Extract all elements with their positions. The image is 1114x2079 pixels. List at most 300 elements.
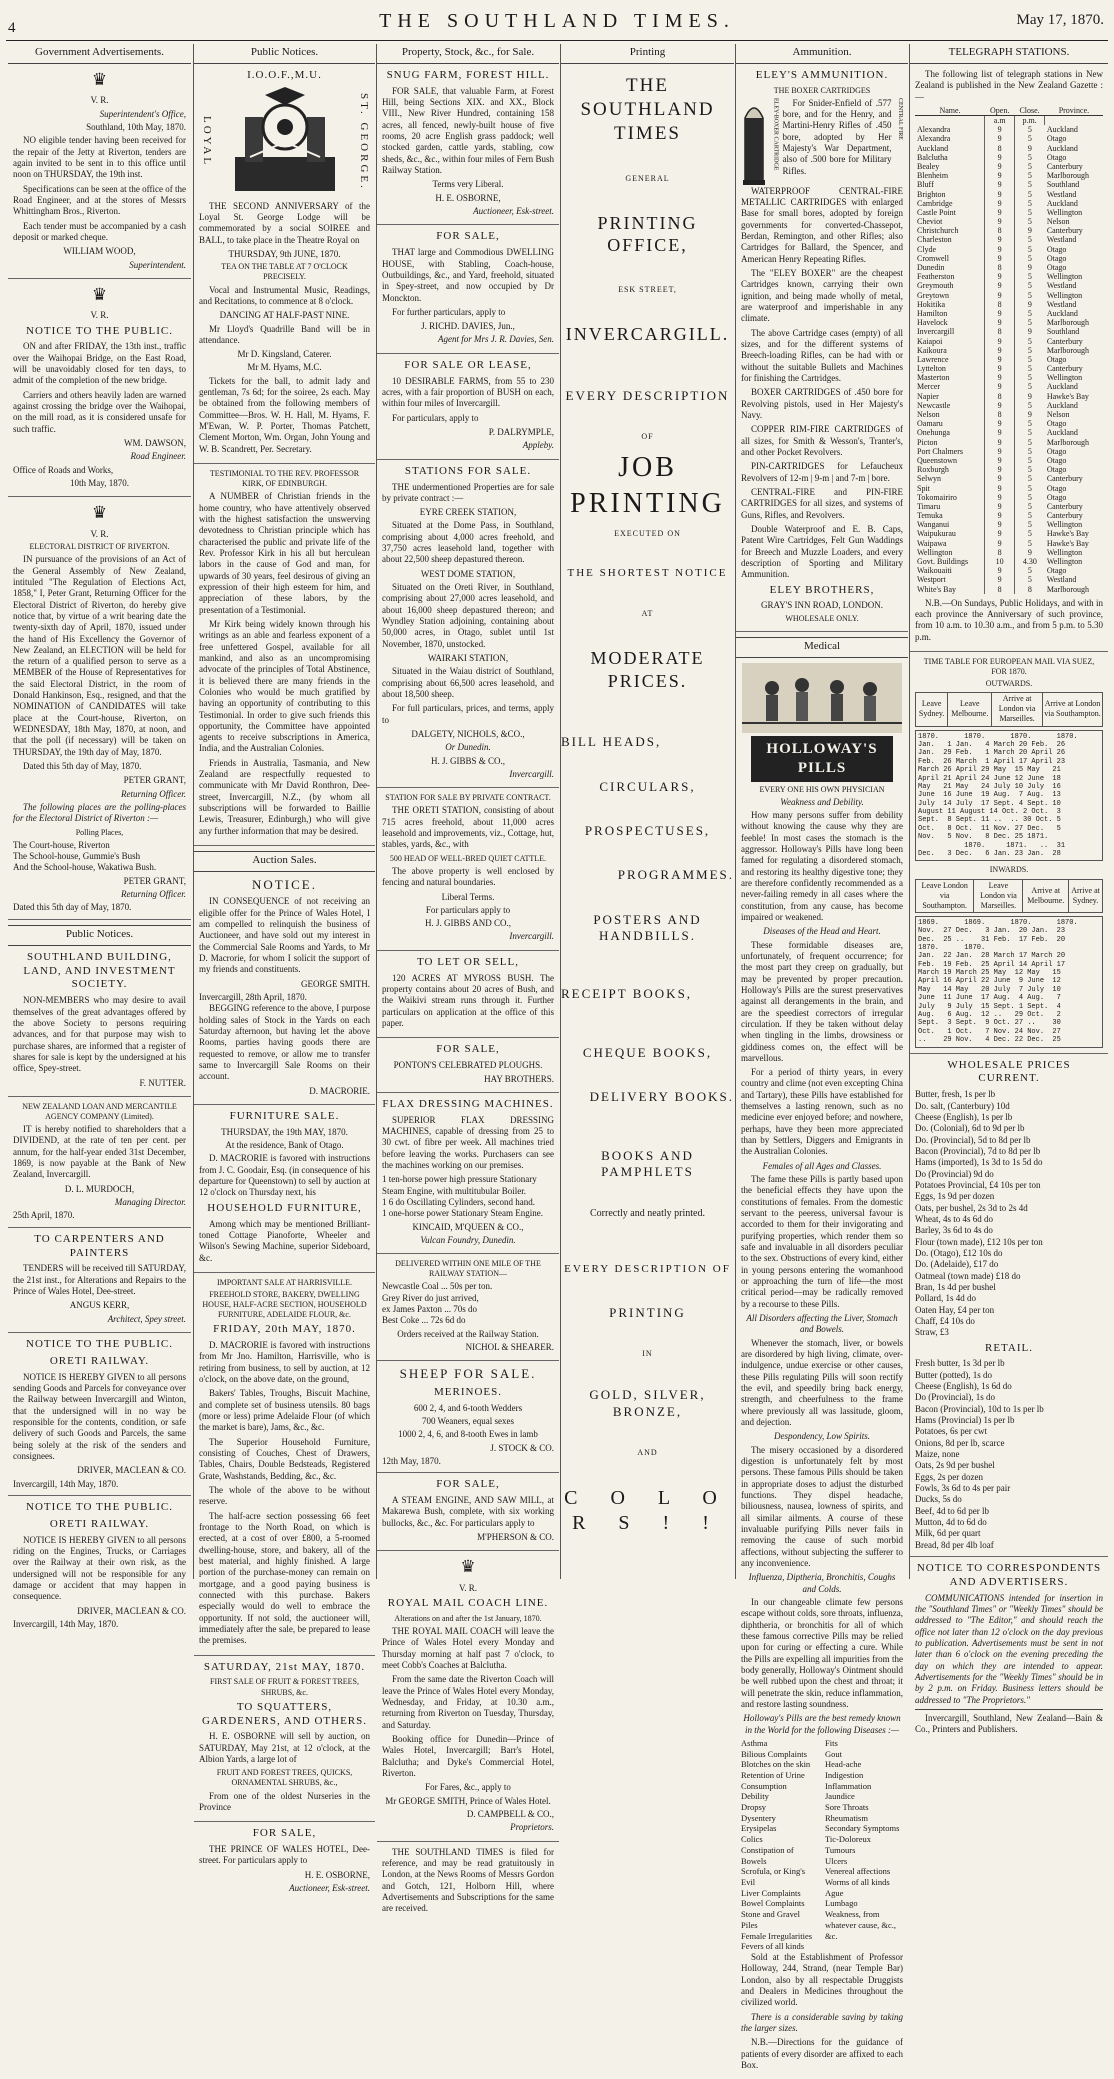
table-cell: 8 bbox=[985, 392, 1014, 401]
flax-machines-ad bbox=[377, 1098, 559, 1254]
ad-text: Proprietors. bbox=[510, 1822, 554, 1833]
imprint: Invercargill, Southland, New Zealand—Bain & Co., Printers and Publishers. bbox=[915, 1709, 1103, 1736]
table-row bbox=[915, 327, 1103, 336]
table-cell: Cheviot bbox=[915, 217, 985, 226]
table-cell: Westland bbox=[1046, 281, 1077, 291]
table-cell: Otago bbox=[1046, 455, 1067, 465]
table-cell: 8 bbox=[985, 585, 1014, 594]
table-cell: Westland bbox=[1046, 235, 1077, 245]
ad-heading: STATIONS FOR SALE. bbox=[404, 464, 532, 477]
list-item: Beef, 4d to 6d per lb bbox=[915, 1505, 989, 1516]
list-item: Do. (Colonial), 6d to 9d per lb bbox=[915, 1123, 1025, 1134]
column-header: Arrive at London via Southampton. bbox=[1042, 693, 1102, 726]
list-item: Stone and Gravel bbox=[741, 1909, 801, 1920]
ad-body: In our changeable climate few persons escape without colds, sore throats, influenza, diphtheria, or bronchitis for all of which these famous corrective Pills may be relied upon for curing or effecting a cure. While the Pills are expelling all impurities from the body generally, Holloway's Ointment should be well rubbed upon the chest and throat; it will penetrate the skin, reduce inflammation, and restore lasting soundness. bbox=[741, 1596, 903, 1709]
table-row bbox=[915, 291, 1103, 300]
column-public-notices bbox=[193, 44, 375, 1893]
list-item: 700 Weaners, equal sexes bbox=[421, 1415, 515, 1426]
list-item: Erysipelas bbox=[741, 1823, 777, 1834]
ad-signature: PETER GRANT, bbox=[123, 775, 186, 786]
list-item: Colics bbox=[741, 1834, 763, 1845]
table-cell: 5 bbox=[1014, 575, 1044, 584]
holloway-pills-ad bbox=[736, 663, 908, 2079]
table-row bbox=[915, 199, 1103, 208]
table-cell: Westland bbox=[1046, 575, 1077, 585]
table-cell: Canterbury bbox=[1046, 226, 1083, 236]
table-row bbox=[915, 245, 1103, 254]
table-cell: Otago bbox=[1046, 263, 1067, 273]
ad-body: FOR SALE, that valuable Farm, at Forest Hill, being Sections XIX. and XX., Block VIII., New River Hundred, containing 158 acres, all fenced, newly-built house of five rooms, 20 acre English grass paddock; well stocked garden, cattle yards, stabling, cow sheds, &c., &c., within four miles of Fern Bush Railway Station. bbox=[382, 85, 554, 176]
table-cell: 9 bbox=[985, 566, 1014, 575]
table-cell: 9 bbox=[985, 309, 1014, 318]
table-cell: Otago bbox=[1046, 465, 1067, 475]
ad-body: THE ORETI STATION, consisting of about 715 acres freehold, about 11,000 acres leasehold and improvements, viz., Cottage, hut, stables, yards, &c., with bbox=[382, 805, 554, 850]
table-row bbox=[915, 557, 1103, 566]
ad-body: Specifications can be seen at the office of the Road Engineer, and at the stores of Messrs Whittingham Bros., Riverton. bbox=[13, 183, 186, 217]
table-cell: 5 bbox=[1014, 373, 1044, 382]
table-cell: Westland bbox=[1046, 189, 1077, 199]
ad-body: The above Cartridge cases (empty) of all sizes, and for the different systems of Breech-loading Rifles, can be had with or without the suitable Bullets and Machines for finishing the Cartridges. bbox=[741, 327, 903, 384]
ad-heading: SNUG FARM, FOREST HILL. bbox=[386, 68, 550, 81]
ad-text: FRIDAY, 20th MAY, 1870. bbox=[213, 1323, 356, 1336]
section-heading: Ammunition. bbox=[736, 44, 908, 64]
table-cell: Selwyn bbox=[915, 474, 985, 483]
retail-list bbox=[915, 1358, 1103, 1551]
ad-subheading: INWARDS. bbox=[989, 865, 1029, 875]
list-item: Sore Throats bbox=[825, 1802, 869, 1813]
ad-subheading: Diseases of the Head and Heart. bbox=[763, 926, 881, 937]
table-cell: 5 bbox=[1014, 254, 1044, 263]
ad-body: The following list of telegraph stations in New Zealand is published in the New Zealand Gazette :— bbox=[915, 68, 1103, 102]
cartridge-label: CENTRAL FIRE bbox=[897, 97, 903, 140]
printing-text: GOLD, SILVER, BRONZE, bbox=[589, 1387, 706, 1419]
printing-text: PRINTING bbox=[609, 1304, 686, 1320]
masthead bbox=[0, 0, 1114, 42]
table-cell: Canterbury bbox=[1046, 161, 1083, 171]
carpenters-ad bbox=[8, 1233, 191, 1333]
ad-body: IT is hereby notified to shareholders that a DIVIDEND, at the rate of ten per cent. per annum, for the half-year ended 31st December, 1869, is now payable at the Bank of New Zealand, Invercargill. bbox=[13, 1124, 186, 1180]
riverton-election-ad bbox=[8, 502, 191, 919]
list-item: Bacon (Provincial), 7d to 8d per lb bbox=[915, 1145, 1041, 1156]
table-row bbox=[915, 254, 1103, 263]
eley-ammunition-ad bbox=[736, 69, 908, 632]
ad-signature: J. STOCK & CO. bbox=[490, 1442, 554, 1453]
table-cell: 9 bbox=[985, 493, 1014, 502]
table-cell: 9 bbox=[985, 208, 1014, 217]
ad-heading: SHEEP FOR SALE. bbox=[399, 1366, 537, 1382]
list-item: Fits bbox=[825, 1737, 838, 1748]
station-name: EYRE CREEK STATION, bbox=[419, 507, 517, 518]
ad-text: TEA ON THE TABLE AT 7 O'CLOCK PRECISELY. bbox=[221, 262, 348, 282]
ad-signature: H. J. GIBBS AND CO., bbox=[424, 918, 511, 929]
table-cell: 5 bbox=[1014, 134, 1044, 143]
lodge-side-text: LOYAL bbox=[200, 116, 213, 168]
telegraph-table bbox=[915, 106, 1103, 594]
list-item: Maize, none bbox=[915, 1449, 960, 1460]
table-cell: 8 bbox=[985, 410, 1014, 419]
table-row bbox=[915, 300, 1103, 309]
hotel-for-sale-ad bbox=[194, 1827, 375, 1901]
ad-text: Dated this 5th day of May, 1870. bbox=[13, 902, 132, 913]
column-header: Arrive at Melbourne. bbox=[1023, 879, 1069, 912]
list-item: Consumption bbox=[741, 1780, 787, 1791]
table-cell: 9 bbox=[985, 171, 1014, 180]
station-name: WAIRAKI STATION, bbox=[427, 653, 509, 664]
printing-text: AND bbox=[637, 1447, 658, 1457]
ad-subheading: Influenza, Diptheria, Bronchitis, Coughs and Colds. bbox=[748, 1572, 896, 1594]
printing-item: PROGRAMMES. bbox=[617, 867, 734, 883]
printing-item: DELIVERY BOOKS. bbox=[589, 1089, 734, 1105]
table-cell: Otago bbox=[1046, 483, 1067, 493]
table-cell: Nelson bbox=[1046, 410, 1070, 420]
ad-text: Mr M. Hyams, M.C. bbox=[247, 362, 322, 373]
loan-agency-ad bbox=[8, 1102, 191, 1228]
ad-body: SUPERIOR FLAX DRESSING MACHINES, capable of dressing from 25 to 30 cwt. of fibre per week. All machines tried before leaving the works. Purchasers can see the machines working on our premises. bbox=[382, 1114, 554, 1170]
table-cell: 9 bbox=[985, 355, 1014, 364]
table-cell: 5 bbox=[1014, 208, 1044, 217]
ad-signature: DRIVER, MACLEAN & CO. bbox=[77, 1605, 186, 1616]
oreti-railway-goods-ad bbox=[8, 1338, 191, 1496]
table-row bbox=[915, 364, 1103, 373]
column-property bbox=[376, 44, 559, 1914]
ad-subheading: RETAIL. bbox=[985, 1341, 1033, 1354]
saw-mill-ad bbox=[377, 1478, 559, 1551]
ad-subheading: Females of all Ages and Classes. bbox=[762, 1160, 882, 1171]
table-cell: 5 bbox=[1014, 309, 1044, 318]
table-cell: Westport bbox=[915, 575, 985, 584]
table-cell: Mercer bbox=[915, 382, 985, 391]
ad-signature: P. DALRYMPLE, bbox=[488, 426, 554, 437]
waihopai-bridge-ad bbox=[8, 284, 191, 498]
ad-heading: WHOLESALE PRICES CURRENT. bbox=[947, 1058, 1071, 1085]
table-row bbox=[915, 272, 1103, 281]
table-cell: Hawke's Bay bbox=[1046, 529, 1089, 539]
disease-list bbox=[741, 1738, 903, 1952]
table-cell: 9 bbox=[985, 401, 1014, 410]
printing-office: PRINTING OFFICE, bbox=[597, 212, 698, 256]
table-cell: Auckland bbox=[915, 144, 985, 153]
column-header: Arrive at London via Marseilles. bbox=[992, 693, 1043, 726]
oreti-station-ad bbox=[377, 793, 559, 950]
column-header: Arrive at Sydney. bbox=[1069, 879, 1103, 912]
list-item: 600 2, 4, and 6-tooth Wedders bbox=[413, 1402, 523, 1413]
mail-coach-ad bbox=[377, 1556, 559, 1841]
ad-body: From the same date the Riverton Coach will leave the Prince of Wales Hotel every Monday, Wednesday, and Friday, at 10.30 a.m., returning from Riverton on Tuesday, Thursday, and Saturday. bbox=[382, 1674, 554, 1730]
polling-place: And the School-house, Wakatiwa Bush. bbox=[13, 862, 157, 873]
table-cell: 9 bbox=[985, 520, 1014, 529]
ad-text: Or Dunedin. bbox=[445, 742, 491, 753]
list-item: Butter, fresh, 1s per lb bbox=[915, 1089, 996, 1100]
table-cell: 9 bbox=[985, 511, 1014, 520]
table-cell: 9 bbox=[1014, 263, 1044, 272]
ad-body: The fame these Pills is partly based upon the beneficial effects they have upon the constitutions of females. From the domestic servant to the peeress, universal favour is accorded to them for their invigorating and purifying properties, which render them so safe and invaluable in all disorders peculiar to the sex. Obstructions of every kind, either in young persons entering the womanhood or approaching the turn of life—the most critical period—may be radically removed by a recourse to these Pills. bbox=[741, 1174, 903, 1309]
table-cell: 8 bbox=[985, 226, 1014, 235]
crown-crest-icon: ♛ bbox=[91, 284, 108, 304]
table-cell: Hokitika bbox=[915, 300, 985, 309]
ad-body: THAT large and Commodious DWELLING HOUSE, with Stabling, Coach-house, Outbuildings, &c., and Yard, freehold, situated in Spey-street, and now occupied by Dr Monckton. bbox=[382, 247, 554, 303]
ad-text: Road Engineer. bbox=[130, 451, 186, 462]
column-header: Leave Melbourne. bbox=[948, 693, 992, 726]
table-cell: Timaru bbox=[915, 502, 985, 511]
table-cell: 5 bbox=[1014, 447, 1044, 456]
printing-item: CIRCULARS, bbox=[599, 778, 696, 794]
ad-signature: D. L. MURDOCH, bbox=[64, 1183, 135, 1194]
table-cell: 8 bbox=[985, 144, 1014, 153]
ad-text: The following places are the polling-places for the Electoral District of Riverton :— bbox=[13, 802, 186, 824]
ad-body: For full particulars, prices, and terms, apply to bbox=[382, 703, 554, 725]
ad-heading: TO LET OR SELL, bbox=[417, 955, 519, 968]
table-row bbox=[915, 585, 1103, 594]
table-cell: 9 bbox=[985, 337, 1014, 346]
ad-text: Superintendent. bbox=[129, 259, 186, 270]
table-cell: Waipawa bbox=[915, 539, 985, 548]
table-cell: Cambridge bbox=[915, 199, 985, 208]
table-cell: Nelson bbox=[1046, 217, 1070, 227]
ad-text: For Fares, &c., apply to bbox=[425, 1782, 511, 1793]
table-row bbox=[915, 171, 1103, 180]
ad-heading: ELECTORAL DISTRICT OF RIVERTON. bbox=[29, 542, 170, 552]
harrisville-sale-ad bbox=[194, 1278, 375, 1656]
table-cell: 5 bbox=[1014, 217, 1044, 226]
ad-body: For a period of thirty years, in every country and clime (not even excepting China and Tartary), these Pills have established for themselves a lasting renown, such as no medicine ever enjoyed before; and nowhere, perhaps, have they been more appreciated than by Settlers, Diggers and Emigrants in the Australian Colonies. bbox=[741, 1067, 903, 1157]
printing-item: BOOKS AND PAMPHLETS bbox=[601, 1147, 694, 1179]
table-row bbox=[915, 502, 1103, 511]
list-item: Hams (Provincial) 1s per lb bbox=[915, 1415, 1015, 1426]
cartridge-icon bbox=[741, 98, 767, 186]
table-row bbox=[915, 144, 1103, 153]
ad-body: COPPER RIM-FIRE CARTRIDGES of all sizes, for Smith & Wesson's, Tranter's, and other Pocket Revolvers. bbox=[741, 424, 903, 458]
table-cell: Wellington bbox=[1046, 520, 1083, 530]
table-cell: Masterton bbox=[915, 373, 985, 382]
ad-heading: TESTIMONIAL TO THE REV. PROFESSOR KIRK, OF EDINBURGH. bbox=[209, 469, 360, 489]
table-cell: 9 bbox=[985, 419, 1014, 428]
lodge-side-text: ST. GEORGE. bbox=[358, 92, 370, 191]
table-cell: Govt. Buildings bbox=[915, 557, 985, 566]
table-cell: Wellington bbox=[1046, 207, 1083, 217]
table-cell: 9 bbox=[985, 134, 1014, 143]
list-item: Lumbago bbox=[825, 1898, 858, 1909]
ad-signature: ANGUS KERR, bbox=[69, 1300, 130, 1311]
ad-body: PIN-CARTRIDGES for Lefaucheux Revolvers of 12-m | 9-m | and 7-m | bore. bbox=[741, 461, 903, 483]
list-item: Bread, 8d per 4lb loaf bbox=[915, 1539, 994, 1550]
table-cell: Onehunga bbox=[915, 428, 985, 437]
table-cell: Wellington bbox=[1046, 272, 1083, 282]
ad-body: N.B.—Directions for the guidance of patients of every disorder are affixed to each Box. bbox=[741, 2037, 903, 2070]
printing-text: Correctly and neatly printed. bbox=[590, 1208, 705, 1220]
cartridge-block bbox=[741, 98, 903, 186]
lodge-emblem bbox=[199, 87, 370, 197]
printing-text: GENERAL bbox=[625, 173, 670, 183]
table-cell: 5 bbox=[1014, 520, 1044, 529]
ad-signature: HAY BROTHERS. bbox=[484, 1073, 554, 1084]
list-item: Onions, 8d per lb, scarce bbox=[915, 1437, 1005, 1448]
ad-heading: ROYAL MAIL COACH LINE. bbox=[387, 1597, 549, 1610]
table-row bbox=[915, 190, 1103, 199]
ad-subheading: FIRST SALE OF FRUIT & FOREST TREES, SHRUBS, &c. bbox=[210, 1677, 359, 1697]
table-cell: 5 bbox=[1014, 364, 1044, 373]
ad-body: THE PRINCE OF WALES HOTEL, Dee-street. For particulars apply to bbox=[199, 1844, 370, 1866]
kirk-testimonial-ad bbox=[194, 469, 375, 846]
list-item: Eggs, 1s 9d per dozen bbox=[915, 1191, 995, 1202]
table-cell: 9 bbox=[985, 162, 1014, 171]
table-cell: Nelson bbox=[915, 410, 985, 419]
table-row bbox=[915, 125, 1103, 134]
table-row bbox=[915, 447, 1103, 456]
ad-heading: NOTICE TO CORRESPONDENTS AND ADVERTISERS. bbox=[916, 1561, 1102, 1588]
table-cell: 5 bbox=[1014, 125, 1044, 134]
table-cell: 9 bbox=[985, 281, 1014, 290]
table-cell: 5 bbox=[1014, 566, 1044, 575]
list-item: Fresh butter, 1s 3d per lb bbox=[915, 1358, 1005, 1369]
table-cell: Marlborough bbox=[1046, 318, 1090, 328]
table-cell: 9 bbox=[985, 291, 1014, 300]
cartridge-label: ELEY-BOXER CARTRIDGE bbox=[772, 97, 779, 171]
table-row bbox=[915, 373, 1103, 382]
table-cell: 5 bbox=[1014, 456, 1044, 465]
ad-signature: D. CAMPBELL & CO., bbox=[466, 1809, 554, 1820]
table-cell: Balclutha bbox=[915, 153, 985, 162]
ad-text: Mr D. Kingsland, Caterer. bbox=[237, 349, 332, 360]
table-cell: Wellington bbox=[1046, 373, 1083, 383]
inwards-rows: 1869. 1869. 1870. 1870. Nov. 27 Dec. 3 Jan. 20 Jan. 23 Dec. 25 .. 31 Feb. 17 Feb. 20 1870. 1870. Jan. 22 Jan. 28 March 17 March 20 Feb. 19 Feb. 25 April 14 April 17 March 19 March 25 May 12 May 15 April 16 April 22 June 9 June 12 May 14 May 20 July 7 July 10 June 11 June 17 Aug. 4 Aug. 7 July 9 July 15 Sept. 1 Sept. 4 Aug. 6 Aug. 12 .. 29 Oct. 2 Sept. 3 Sept. 9 Oct. 27 .. 30 Oct. 1 Oct. 7 Nov. 24 Nov. 27 .. 29 Nov. 4 Dec. 22 Dec. 25 bbox=[915, 916, 1103, 1048]
furniture-sale-ad bbox=[194, 1110, 375, 1273]
ad-body: THE SOUTHLAND TIMES is filed for reference, and may be read gratuitously in London, at the News Rooms of Messrs Gordon and Gotch, 121, Holborn Hill, where Advertisements and Subscriptions for the same are received. bbox=[382, 1846, 554, 1914]
list-item: Venereal affections bbox=[825, 1866, 891, 1877]
ad-text: Returning Officer. bbox=[121, 788, 186, 799]
smith-notice-ad bbox=[194, 877, 375, 1105]
table-cell: 5 bbox=[1014, 529, 1044, 538]
ad-subheading: THE BOXER CARTRIDGES bbox=[773, 85, 871, 95]
ad-body: THE undermentioned Properties are for sale by private contract :— bbox=[382, 481, 554, 503]
farms-lease-ad bbox=[377, 359, 559, 460]
table-cell: Havelock bbox=[915, 318, 985, 327]
table-cell: 5 bbox=[1014, 199, 1044, 208]
ad-body: Each tender must be accompanied by a cash deposit or marked cheque. bbox=[13, 220, 186, 242]
table-cell: Canterbury bbox=[1046, 364, 1083, 374]
crest-letters: V. R. bbox=[90, 310, 109, 321]
list-item: Bran, 1s 4d per bushel bbox=[915, 1281, 996, 1292]
ad-heading: IMPORTANT SALE AT HARRISVILLE. bbox=[216, 1277, 353, 1287]
oddfellows-soiree-ad bbox=[194, 69, 375, 464]
list-item: Fevers of all kinds bbox=[741, 1941, 805, 1952]
table-cell: 5 bbox=[1014, 502, 1044, 511]
table-cell: 5 bbox=[1014, 272, 1044, 281]
ad-text: At the residence, Bank of Otago. bbox=[225, 1140, 344, 1151]
table-cell: Greymouth bbox=[915, 281, 985, 290]
list-item: Potatoes, 6s per cwt bbox=[915, 1426, 987, 1437]
ad-body: TENDERS will be received till SATURDAY, the 21st inst., for Alterations and Repairs to the Prince of Wales Hotel, Dee-street. bbox=[13, 1263, 186, 1297]
ploughs-ad bbox=[377, 1043, 559, 1093]
ad-body: For further particulars, apply to bbox=[392, 306, 506, 317]
ad-body: Vocal and Instrumental Music, Readings, and Recitations, to commence at 8 o'clock. bbox=[199, 284, 370, 306]
ad-text: Auctioneer, Esk-street. bbox=[289, 1883, 370, 1893]
list-item: Constipation of Bowels bbox=[741, 1844, 794, 1866]
table-cell: Otago bbox=[1046, 419, 1067, 429]
table-row bbox=[915, 575, 1103, 584]
list-item: Secondary Symptoms bbox=[825, 1823, 900, 1834]
ad-body: Whenever the stomach, liver, or bowels are disordered by high living, climate, over-indulgence, undue exercise or other causes, these Pills regulating Pills will soon rectify the evil, and speedily bring back energy, strength, and cheerfulness to the frame where previously all was lassitude, gloom, and dejection. bbox=[741, 1337, 903, 1427]
table-cell: 8 bbox=[985, 548, 1014, 557]
list-item: Oats, per bushel, 2s 3d to 2s 4d bbox=[915, 1202, 1028, 1213]
printing-text: ESK STREET, bbox=[618, 285, 677, 295]
list-item: Ague bbox=[825, 1887, 844, 1898]
table-cell: 9 bbox=[985, 180, 1014, 189]
list-item: Bilious Complaints bbox=[741, 1748, 807, 1759]
table-row bbox=[915, 511, 1103, 520]
correspondents-notice bbox=[910, 1562, 1108, 1744]
ad-text: Superintendent's Office, bbox=[99, 108, 186, 119]
list-item: Jaundice bbox=[825, 1791, 855, 1802]
ad-body: The misery occasioned by a disordered digestion is unfortunately felt by most persons. These famous Pills should be taken in appropriate doses to adjust the disturbed functions. They dispel headache, biliousness, nausea, lowness of spirits, and all similar ailments. A course of these invaluable purifying Pills never fails in removing the cause of such morbid affections, without subjecting the sufferer to any inconvenience. bbox=[741, 1444, 903, 1568]
ad-body: WATERPROOF CENTRAL-FIRE METALLIC CARTRIDGES with enlarged Base for small bores, adopted by foreign governments for converted-Chassepot, Berdan, Remington, and other Rifles; also Cartridges for Ballard, the Spencer, and American Henry Repeating Rifles. bbox=[741, 185, 903, 264]
ad-body: H. E. OSBORNE will sell by auction, on SATURDAY, May 21st, at 12 o'clock, at the Albion Yards, a large lot of bbox=[199, 1731, 370, 1765]
crest-letters: V. R. bbox=[90, 95, 109, 106]
table-row bbox=[915, 318, 1103, 327]
outwards-rows: 1870. 1870. 1870. 1870. Jan. 1 Jan. 4 March 20 Feb. 26 Jan. 29 Feb. 1 March 20 April 26 Feb. 26 March 1 April 17 April 23 March 26 April 29 May 15 May 21 April 21 April 24 June 12 June 18 May 21 May 24 July 10 July 16 June 16 June 19 Aug. 7 Aug. 13 July 14 July 17 Sept. 4 Sept. 10 August 11 August 14 Oct. 2 Oct. 3 Sept. 8 Sept. 11 .. .. 30 Oct. 5 Oct. 8 Oct. 11 Nov. 27 Dec. 5 Nov. 5 Nov. 8 Dec. 25 1871. 1870. 1871. .. 31 Dec. 3 Dec. 6 Jan. 23 Jan. 28 bbox=[915, 730, 1103, 862]
ad-text: Invercargill. bbox=[509, 931, 554, 942]
list-item: Flour (town made), £12 10s per ton bbox=[915, 1236, 1043, 1247]
list-item: Oats, 2s 9d per bushel bbox=[915, 1460, 995, 1471]
table-cell: Otago bbox=[1046, 446, 1067, 456]
ad-body: For particulars, apply to bbox=[392, 412, 479, 423]
ad-body: The above property is well enclosed by fencing and natural boundaries. bbox=[382, 865, 554, 888]
table-cell: 9 bbox=[985, 575, 1014, 584]
list-item: Gout bbox=[825, 1748, 842, 1759]
table-cell: Auckland bbox=[1046, 125, 1078, 135]
list-item: Worms of all kinds bbox=[825, 1877, 890, 1887]
price-row: ex James Paxton ... 70s do bbox=[382, 1304, 477, 1315]
ad-body: For Snider-Enfield of .577 bore, and for the Henry, and Martini-Henry Rifles of .450 bore, adopted by Her Majesty's War Department, also of .500 bore for Military Rifles. bbox=[782, 97, 892, 176]
column-government bbox=[8, 44, 191, 1630]
list-item: Do. (Otago), £12 10s do bbox=[915, 1247, 1003, 1258]
ad-heading: NOTICE. bbox=[252, 876, 317, 892]
table-row bbox=[915, 235, 1103, 244]
table-cell: 9 bbox=[985, 235, 1014, 244]
ad-text: Invercargill. bbox=[509, 769, 554, 780]
page-number: 4 bbox=[8, 20, 16, 36]
table-cell: Invercargill bbox=[915, 327, 985, 336]
table-cell: Christchurch bbox=[915, 226, 985, 235]
table-cell: Marlborough bbox=[1046, 345, 1090, 355]
list-item: Blotches on the skin bbox=[741, 1759, 811, 1770]
dwelling-house-ad bbox=[377, 230, 559, 353]
list-item: Head-ache bbox=[825, 1759, 862, 1770]
table-row bbox=[915, 474, 1103, 483]
table-cell: Newcastle bbox=[915, 401, 985, 410]
table-cell: 5 bbox=[1014, 428, 1044, 437]
ad-body: NOTICE IS HEREBY GIVEN to all persons sending Goods and Parcels for conveyance over the Railway between Invercargill and Winton, that the undersigned will in no way be responsible for the contents, condition, or safe delivery of such Goods and Parcels, the same being solely at the risk of the senders and consignees. bbox=[13, 1371, 186, 1462]
list-item: Mutton, 4d to 6d do bbox=[915, 1516, 987, 1527]
ad-subheading: OUTWARDS. bbox=[985, 679, 1033, 689]
table-cell: Wellington bbox=[915, 548, 985, 557]
ad-body: NO eligible tender having been received for the repair of the Jetty at Riverton, tenders are again invited to be sent in to this office until noon on THURSDAY, the 19th inst. bbox=[13, 135, 186, 180]
table-cell: 5 bbox=[1014, 511, 1044, 520]
ad-heading: SOUTHLAND BUILDING, LAND, AND INVESTMENT SOCIETY. bbox=[23, 950, 176, 991]
table-cell: 5 bbox=[1014, 382, 1044, 391]
ad-body: IN pursuance of the provisions of an Act of the General Assembly of New Zealand, intituled "The Regulation of Elections Act, 1858," I, Peter Grant, Returning Officer for the Electoral District of Riverton, do hereby give notice that, by virtue of a writ bearing date the twenty-sixth day of April, 1870, issued under the hand of His Excellency the Governor of New Zealand, an ELECTION will be held for the return of a qualified person to serve as a MEMBER of the House of Representatives for the said Electoral District, in the room of Donald Hankinson, Esq., resigned, and that the NOMINATION of CANDIDATES will take place at the Court-house, Riverton, on WEDNESDAY, 18th May, 1870, at noon, and that the poll (if necessary) will be taken on THURSDAY, the 19th day of May, 1870. bbox=[13, 554, 186, 757]
column-ammunition-medical bbox=[735, 44, 908, 2070]
table-cell: Bealey bbox=[915, 162, 985, 171]
table-cell: Brighton bbox=[915, 190, 985, 199]
crest-letters: V. R. bbox=[458, 1582, 478, 1593]
table-cell: Canterbury bbox=[1046, 501, 1083, 511]
list-item: Liver Complaints bbox=[741, 1887, 801, 1898]
table-cell: 9 bbox=[1014, 548, 1044, 557]
ad-text: Invercargill, 14th May, 1870. bbox=[13, 1478, 119, 1489]
table-cell: Otago bbox=[1046, 354, 1067, 364]
ad-body: Sold at the Establishment of Professor Holloway, 244, Strand, (near Temple Bar) London, also by all respectable Druggists and Dealers in Medicines throughout the civilized world. bbox=[741, 1951, 903, 2008]
ad-body: 120 ACRES AT MYROSS BUSH. The property contains about 20 acres of Bush, and the Waikivi stream runs through it. Further particulars on application at the office of this paper. bbox=[382, 972, 554, 1028]
